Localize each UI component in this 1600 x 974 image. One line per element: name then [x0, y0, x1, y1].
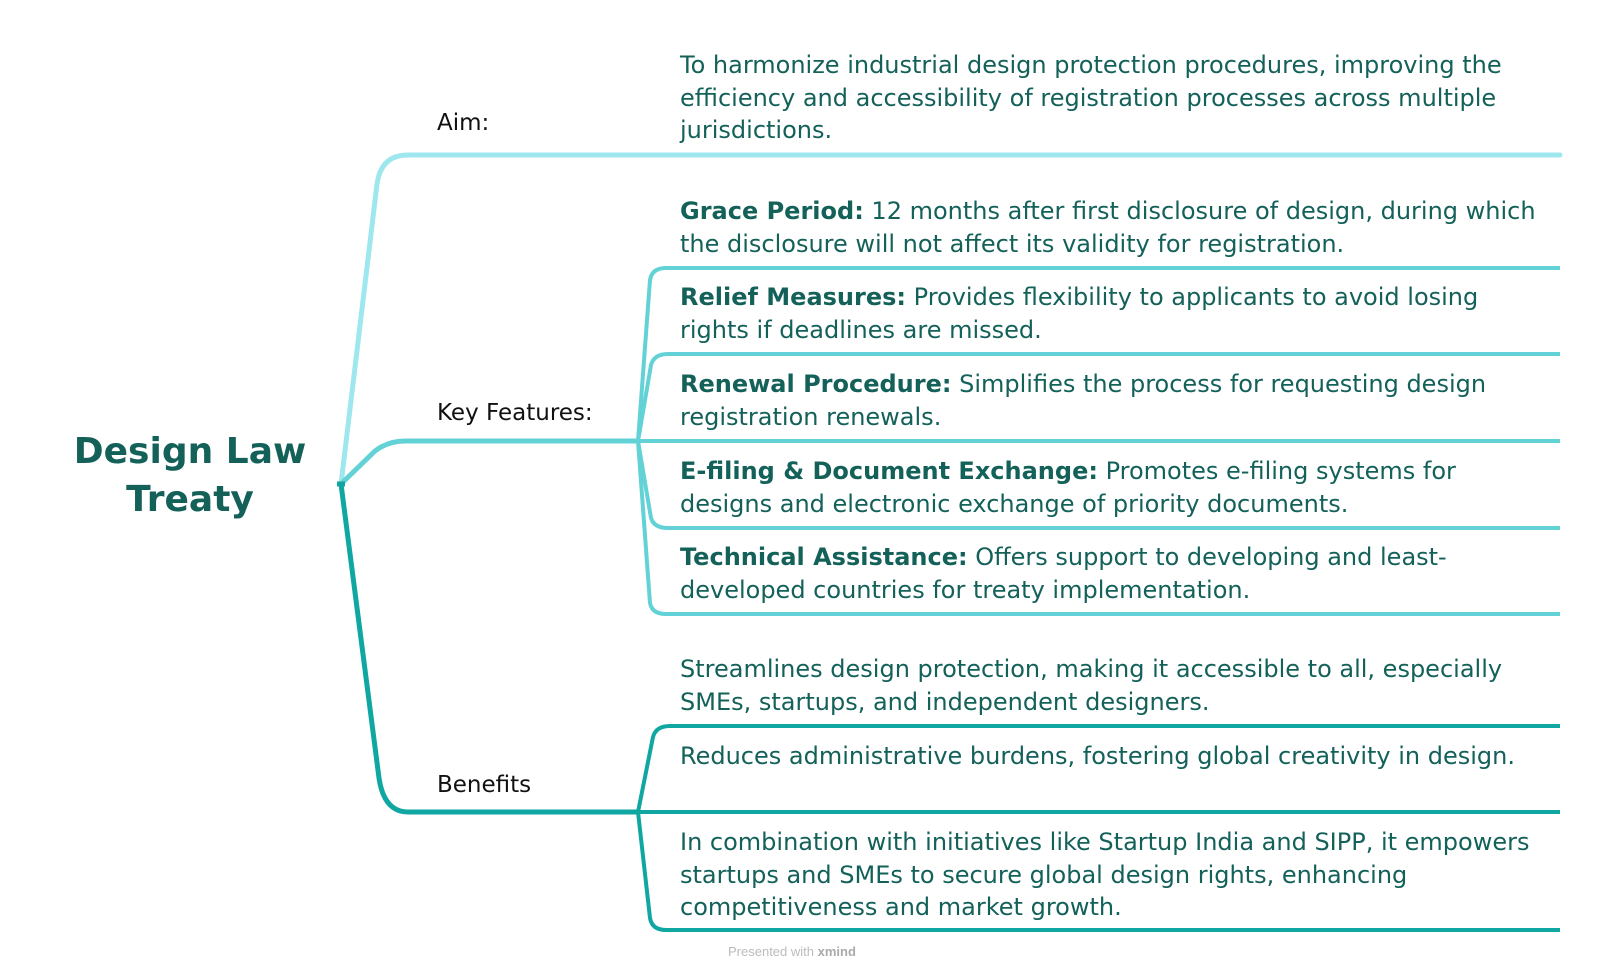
watermark	[728, 944, 856, 959]
leaf-relief-measures[interactable]	[680, 281, 1550, 346]
leaf-text: Simplifies the process for requesting design registration renewals.	[680, 370, 1487, 431]
watermark-prefix: Presented with	[728, 944, 818, 959]
watermark-brand: xmind	[817, 944, 856, 959]
branch-label-key-features[interactable]: Key Features:	[437, 400, 593, 426]
leaf-text: Offers support to developing and least-developed countries for treaty implementation.	[680, 543, 1447, 604]
leaf-grace-period[interactable]	[680, 195, 1550, 260]
leaf-text: Promotes e-filing systems for designs and electronic exchange of priority documents.	[680, 457, 1456, 518]
leaf-e-filing[interactable]	[680, 455, 1550, 520]
leaf-term: E-filing & Document Exchange:	[680, 457, 1098, 485]
connector-benefits	[341, 484, 638, 812]
branch-label-benefits[interactable]: Benefits	[437, 772, 532, 798]
central-topic-line2: Treaty	[126, 479, 254, 520]
leaf-benefit-3[interactable]	[680, 826, 1550, 924]
leaf-text: Reduces administrative burdens, fostering global creativity in design.	[680, 742, 1515, 770]
leaf-term: Technical Assistance:	[680, 543, 968, 571]
leaf-aim[interactable]	[680, 49, 1550, 147]
branch-label-aim[interactable]: Aim:	[437, 110, 490, 136]
leaf-term: Grace Period:	[680, 197, 864, 225]
connector-key-features	[341, 441, 638, 484]
leaf-term: Relief Measures:	[680, 283, 907, 311]
leaf-benefit-2[interactable]	[680, 740, 1550, 773]
central-topic[interactable]	[40, 428, 340, 524]
leaf-term: Renewal Procedure:	[680, 370, 952, 398]
central-topic-line1: Design Law	[73, 431, 307, 472]
leaf-renewal-procedure[interactable]	[680, 368, 1550, 433]
leaf-text: 12 months after first disclosure of design, during which the disclosure will not affect its validity for registration.	[680, 197, 1536, 258]
leaf-text: Streamlines design protection, making it accessible to all, especially SMEs, startups, and independent designers.	[680, 655, 1503, 716]
leaf-benefit-1[interactable]	[680, 653, 1550, 718]
leaf-text: Provides flexibility to applicants to avoid losing rights if deadlines are missed.	[680, 283, 1479, 344]
leaf-technical-assistance[interactable]	[680, 541, 1550, 606]
leaf-text: To harmonize industrial design protection procedures, improving the efficiency and accessibility of registration processes across multiple jurisdictions.	[680, 51, 1502, 144]
leaf-text: In combination with initiatives like Startup India and SIPP, it empowers startups and SMEs to secure global design rights, enhancing competitiveness and market growth.	[680, 828, 1530, 921]
